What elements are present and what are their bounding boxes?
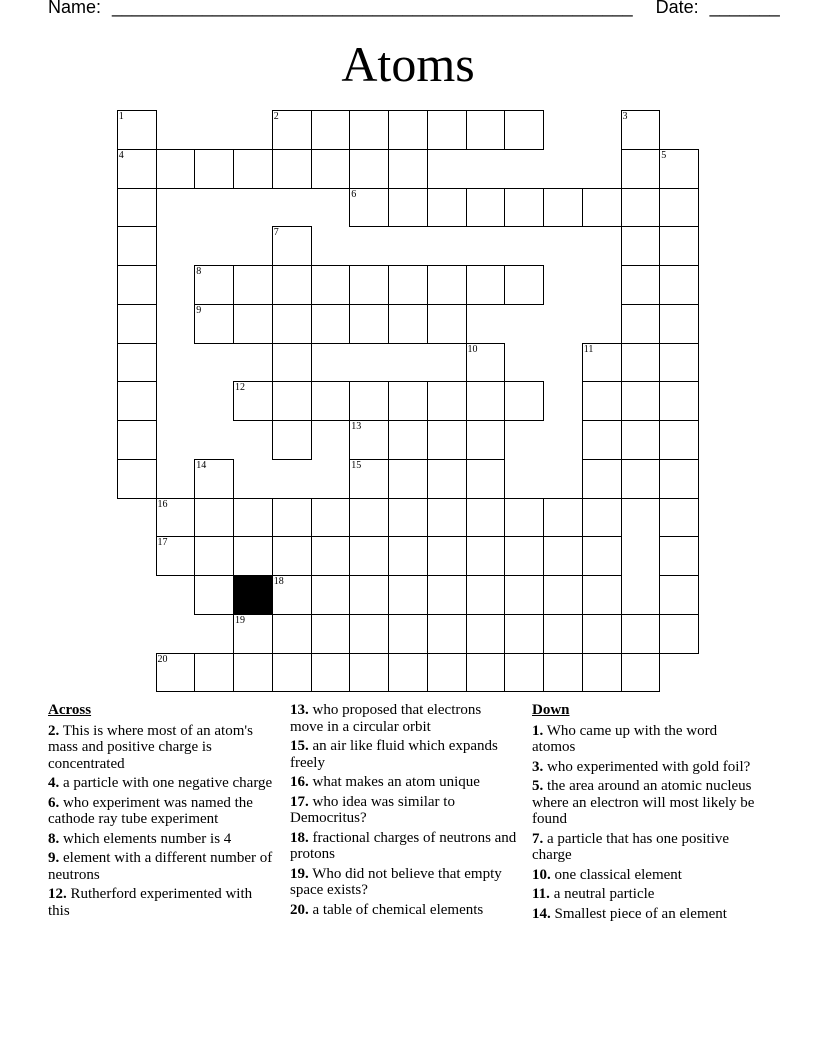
grid-cell[interactable] bbox=[543, 188, 583, 228]
grid-cell[interactable] bbox=[272, 614, 312, 654]
grid-cell[interactable] bbox=[388, 614, 428, 654]
grid-cell[interactable] bbox=[466, 653, 506, 693]
clue-number: 12 bbox=[235, 382, 245, 394]
grid-cell[interactable] bbox=[272, 575, 312, 615]
grid-cell[interactable] bbox=[349, 149, 389, 189]
across-clue: 4. a particle with one negative charge bbox=[48, 775, 273, 791]
grid-cell[interactable] bbox=[272, 536, 312, 576]
grid-cell[interactable] bbox=[272, 110, 312, 150]
grid-cell[interactable] bbox=[659, 536, 699, 576]
grid-cell[interactable] bbox=[659, 343, 699, 383]
clue-number: 10 bbox=[467, 343, 478, 355]
clue-number: 15 bbox=[351, 459, 362, 471]
grid-cell[interactable] bbox=[194, 498, 234, 538]
grid-cell[interactable] bbox=[311, 575, 351, 615]
grid-cell[interactable] bbox=[117, 381, 157, 421]
grid-cell[interactable] bbox=[349, 265, 389, 305]
grid-cell[interactable] bbox=[117, 188, 157, 228]
grid-cell[interactable] bbox=[466, 110, 506, 150]
grid-cell[interactable] bbox=[504, 614, 544, 654]
grid-cell[interactable] bbox=[659, 459, 699, 499]
grid-cell[interactable] bbox=[504, 498, 544, 538]
grid-cell[interactable] bbox=[466, 536, 506, 576]
grid-cell[interactable] bbox=[621, 420, 661, 460]
grid-cell[interactable] bbox=[388, 149, 428, 189]
down-clue: 7. a particle that has one positive charge bbox=[532, 830, 730, 863]
name-label: Name: bbox=[48, 0, 102, 17]
down-clue: 3. who experimented with gold foil? bbox=[532, 758, 751, 775]
grid-cell[interactable] bbox=[582, 420, 622, 460]
clue-number: 7 bbox=[273, 227, 279, 239]
down-heading: Down bbox=[532, 702, 570, 718]
clue-number: 5 bbox=[661, 149, 667, 161]
across-clue: 17. who idea was similar to Democritus? bbox=[290, 793, 455, 826]
grid-cell[interactable] bbox=[388, 536, 428, 576]
grid-cell[interactable] bbox=[349, 498, 389, 538]
grid-cell[interactable] bbox=[466, 188, 506, 228]
grid-cell[interactable] bbox=[621, 653, 661, 693]
grid-cell[interactable] bbox=[272, 226, 312, 266]
grid-cell[interactable] bbox=[543, 536, 583, 576]
grid-cell[interactable] bbox=[272, 343, 312, 383]
clue-number: 18 bbox=[273, 576, 284, 587]
grid-cell[interactable] bbox=[621, 265, 661, 305]
grid-cell[interactable] bbox=[543, 614, 583, 654]
grid-cell[interactable] bbox=[504, 653, 544, 693]
grid-cell[interactable] bbox=[194, 304, 234, 344]
grid-cell[interactable] bbox=[272, 498, 312, 538]
grid-cell[interactable] bbox=[272, 265, 312, 305]
grid-cell[interactable] bbox=[659, 304, 699, 344]
clue-number: 16 bbox=[157, 498, 168, 510]
grid-cell[interactable] bbox=[427, 188, 467, 228]
clue-number: 2 bbox=[273, 111, 279, 122]
grid-cell[interactable] bbox=[388, 459, 428, 499]
date-blank[interactable]: _______ bbox=[709, 0, 780, 17]
grid-cell[interactable] bbox=[349, 188, 389, 228]
grid-cell[interactable] bbox=[233, 304, 273, 344]
grid-cell[interactable] bbox=[543, 653, 583, 693]
grid-cell[interactable] bbox=[194, 459, 234, 499]
clue-number: 17 bbox=[157, 537, 168, 549]
grid-cell[interactable] bbox=[504, 265, 544, 305]
across-heading: Across bbox=[48, 702, 92, 718]
grid-cell[interactable] bbox=[194, 575, 234, 615]
grid-cell[interactable] bbox=[311, 304, 351, 344]
grid-cell[interactable] bbox=[156, 653, 196, 693]
across-clue: 13. who proposed that electrons move in a circular orbit bbox=[290, 702, 482, 735]
grid-cell[interactable] bbox=[582, 498, 622, 538]
grid-cell[interactable] bbox=[582, 575, 622, 615]
grid-cell[interactable] bbox=[466, 498, 506, 538]
grid-cell[interactable] bbox=[543, 498, 583, 538]
grid-cell[interactable] bbox=[117, 304, 157, 344]
down-clue: 10. one classical element bbox=[532, 866, 682, 883]
grid-cell[interactable] bbox=[156, 498, 196, 538]
clue-number: 11 bbox=[583, 343, 594, 355]
grid-cell[interactable] bbox=[233, 149, 273, 189]
clue-number: 20 bbox=[157, 653, 168, 665]
grid-cell[interactable] bbox=[427, 110, 467, 150]
grid-cell[interactable] bbox=[582, 343, 622, 383]
clues-column-2 bbox=[290, 702, 518, 921]
grid-cell[interactable] bbox=[659, 265, 699, 305]
grid-cell[interactable] bbox=[427, 653, 467, 693]
across-clue: 15. an air like fluid which expands freely bbox=[290, 738, 498, 771]
clue-number: 14 bbox=[196, 459, 207, 471]
grid-cell[interactable] bbox=[659, 614, 699, 654]
grid-cell[interactable] bbox=[117, 420, 157, 460]
clue-number: 13 bbox=[351, 421, 362, 432]
grid-cell[interactable] bbox=[349, 420, 389, 460]
grid-cell[interactable] bbox=[582, 653, 622, 693]
grid-cell[interactable] bbox=[194, 653, 234, 693]
across-clue: 20. a table of chemical elements bbox=[290, 901, 484, 918]
grid-cell[interactable] bbox=[349, 304, 389, 344]
grid-cell[interactable] bbox=[427, 614, 467, 654]
grid-cell[interactable] bbox=[621, 614, 661, 654]
grid-cell[interactable] bbox=[311, 653, 351, 693]
clue-number: 8 bbox=[196, 266, 202, 277]
across-clue: 19. Who did not believe that empty space exists? bbox=[290, 865, 502, 898]
grid-cell[interactable] bbox=[311, 149, 351, 189]
grid-cell[interactable] bbox=[504, 381, 544, 421]
grid-cell[interactable] bbox=[349, 110, 389, 150]
grid-cell[interactable] bbox=[582, 188, 622, 228]
grid-cell[interactable] bbox=[621, 110, 661, 150]
grid-cell[interactable] bbox=[388, 498, 428, 538]
clues-column-1 bbox=[48, 702, 273, 922]
grid-cell[interactable] bbox=[427, 536, 467, 576]
grid-cell[interactable] bbox=[272, 149, 312, 189]
grid-cell[interactable] bbox=[659, 381, 699, 421]
across-clue: 8. which elements number is 4 bbox=[48, 830, 232, 847]
grid-cell[interactable] bbox=[117, 459, 157, 499]
grid-cell[interactable] bbox=[427, 498, 467, 538]
grid-cell[interactable] bbox=[621, 343, 661, 383]
grid-cell[interactable] bbox=[117, 226, 157, 266]
grid-cell[interactable] bbox=[621, 304, 661, 344]
grid-cell[interactable] bbox=[466, 420, 506, 460]
grid-cell[interactable] bbox=[233, 653, 273, 693]
grid-cell[interactable] bbox=[621, 459, 661, 499]
grid-cell[interactable] bbox=[233, 381, 273, 421]
grid-cell[interactable] bbox=[349, 575, 389, 615]
grid-cell[interactable] bbox=[117, 343, 157, 383]
grid-cell[interactable] bbox=[427, 304, 467, 344]
down-clue: 11. a neutral particle bbox=[532, 886, 655, 902]
grid-cell[interactable] bbox=[427, 265, 467, 305]
down-clue: 5. the area around an atomic nucleus where an electron will most likely be found bbox=[532, 778, 755, 827]
grid-cell[interactable] bbox=[233, 536, 273, 576]
grid-cell[interactable] bbox=[659, 420, 699, 460]
grid-cell[interactable] bbox=[427, 381, 467, 421]
grid-cell[interactable] bbox=[194, 149, 234, 189]
clues-column-3 bbox=[532, 702, 760, 925]
across-clue: 18. fractional charges of neutrons and protons bbox=[290, 829, 517, 862]
grid-cell[interactable] bbox=[117, 110, 157, 150]
grid-cell[interactable] bbox=[156, 536, 196, 576]
grid-cell[interactable] bbox=[272, 304, 312, 344]
grid-cell[interactable] bbox=[543, 575, 583, 615]
grid-cell[interactable] bbox=[504, 575, 544, 615]
grid-cell[interactable] bbox=[349, 459, 389, 499]
clue-number: 4 bbox=[118, 149, 124, 161]
grid-cell[interactable] bbox=[427, 575, 467, 615]
clue-number: 3 bbox=[622, 111, 628, 122]
clue-number: 1 bbox=[118, 111, 124, 122]
date-label: Date: bbox=[655, 0, 699, 17]
grid-cell[interactable] bbox=[194, 536, 234, 576]
grid-cell[interactable] bbox=[272, 420, 312, 460]
grid-cell[interactable] bbox=[388, 575, 428, 615]
grid-cell[interactable] bbox=[388, 381, 428, 421]
grid-cell[interactable] bbox=[233, 614, 273, 654]
grid-cell[interactable] bbox=[311, 536, 351, 576]
grid-cell[interactable] bbox=[466, 614, 506, 654]
grid-cell[interactable] bbox=[311, 498, 351, 538]
grid-cell[interactable] bbox=[466, 265, 506, 305]
across-clue: 9. element with a different number of neutrons bbox=[48, 850, 273, 883]
grid-cell[interactable] bbox=[349, 653, 389, 693]
grid-cell[interactable] bbox=[388, 653, 428, 693]
grid-cell[interactable] bbox=[194, 265, 234, 305]
across-clue: 6. who experiment was named the cathode ray tube experiment bbox=[48, 794, 253, 827]
grid-cell[interactable] bbox=[272, 381, 312, 421]
grid-cell[interactable] bbox=[388, 188, 428, 228]
down-clue: 1. Who came up with the word atomos bbox=[532, 722, 718, 755]
grid-cell[interactable] bbox=[659, 498, 699, 538]
clue-number: 19 bbox=[235, 614, 245, 626]
grid-cell[interactable] bbox=[582, 381, 622, 421]
grid-cell[interactable] bbox=[311, 265, 351, 305]
down-clue: 14. Smallest piece of an element bbox=[532, 905, 727, 922]
grid-cell[interactable] bbox=[621, 381, 661, 421]
grid-cell[interactable] bbox=[582, 459, 622, 499]
grid-cell[interactable] bbox=[504, 110, 544, 150]
black-square bbox=[233, 575, 273, 615]
grid-cell[interactable] bbox=[582, 536, 622, 576]
clue-number: 9 bbox=[196, 304, 202, 316]
grid-cell[interactable] bbox=[659, 226, 699, 266]
grid-cell[interactable] bbox=[233, 265, 273, 305]
across-clue: 2. This is where most of an atom's mass and positive charge is concentrated bbox=[48, 722, 253, 772]
grid-cell[interactable] bbox=[621, 188, 661, 228]
grid-cell[interactable] bbox=[504, 536, 544, 576]
grid-cell[interactable] bbox=[466, 575, 506, 615]
page-title: Atoms bbox=[341, 36, 475, 92]
grid-cell[interactable] bbox=[388, 110, 428, 150]
grid-cell[interactable] bbox=[388, 304, 428, 344]
across-clue: 12. Rutherford experimented with this bbox=[48, 886, 253, 919]
grid-cell[interactable] bbox=[156, 149, 196, 189]
grid-cell[interactable] bbox=[659, 575, 699, 615]
grid-cell[interactable] bbox=[349, 614, 389, 654]
grid-cell[interactable] bbox=[466, 343, 506, 383]
grid-cell[interactable] bbox=[349, 536, 389, 576]
across-clue: 16. what makes an atom unique bbox=[290, 774, 480, 790]
clue-number: 6 bbox=[351, 188, 357, 200]
grid-cell[interactable] bbox=[582, 614, 622, 654]
grid-cell[interactable] bbox=[117, 149, 157, 189]
grid-cell[interactable] bbox=[427, 420, 467, 460]
grid-cell[interactable] bbox=[349, 381, 389, 421]
grid-cell[interactable] bbox=[659, 188, 699, 228]
grid-cell[interactable] bbox=[466, 459, 506, 499]
grid-cell[interactable] bbox=[311, 614, 351, 654]
grid-cell[interactable] bbox=[311, 110, 351, 150]
grid-cell[interactable] bbox=[659, 149, 699, 189]
name-blank[interactable]: ____________________________________________________ bbox=[112, 0, 633, 17]
grid-cell[interactable] bbox=[117, 265, 157, 305]
grid-cell[interactable] bbox=[233, 498, 273, 538]
grid-cell[interactable] bbox=[311, 381, 351, 421]
grid-cell[interactable] bbox=[504, 188, 544, 228]
grid-cell[interactable] bbox=[272, 653, 312, 693]
grid-cell[interactable] bbox=[621, 226, 661, 266]
grid-cell[interactable] bbox=[466, 381, 506, 421]
grid-cell[interactable] bbox=[388, 265, 428, 305]
grid-cell[interactable] bbox=[621, 149, 661, 189]
grid-cell[interactable] bbox=[388, 420, 428, 460]
grid-cell[interactable] bbox=[427, 459, 467, 499]
